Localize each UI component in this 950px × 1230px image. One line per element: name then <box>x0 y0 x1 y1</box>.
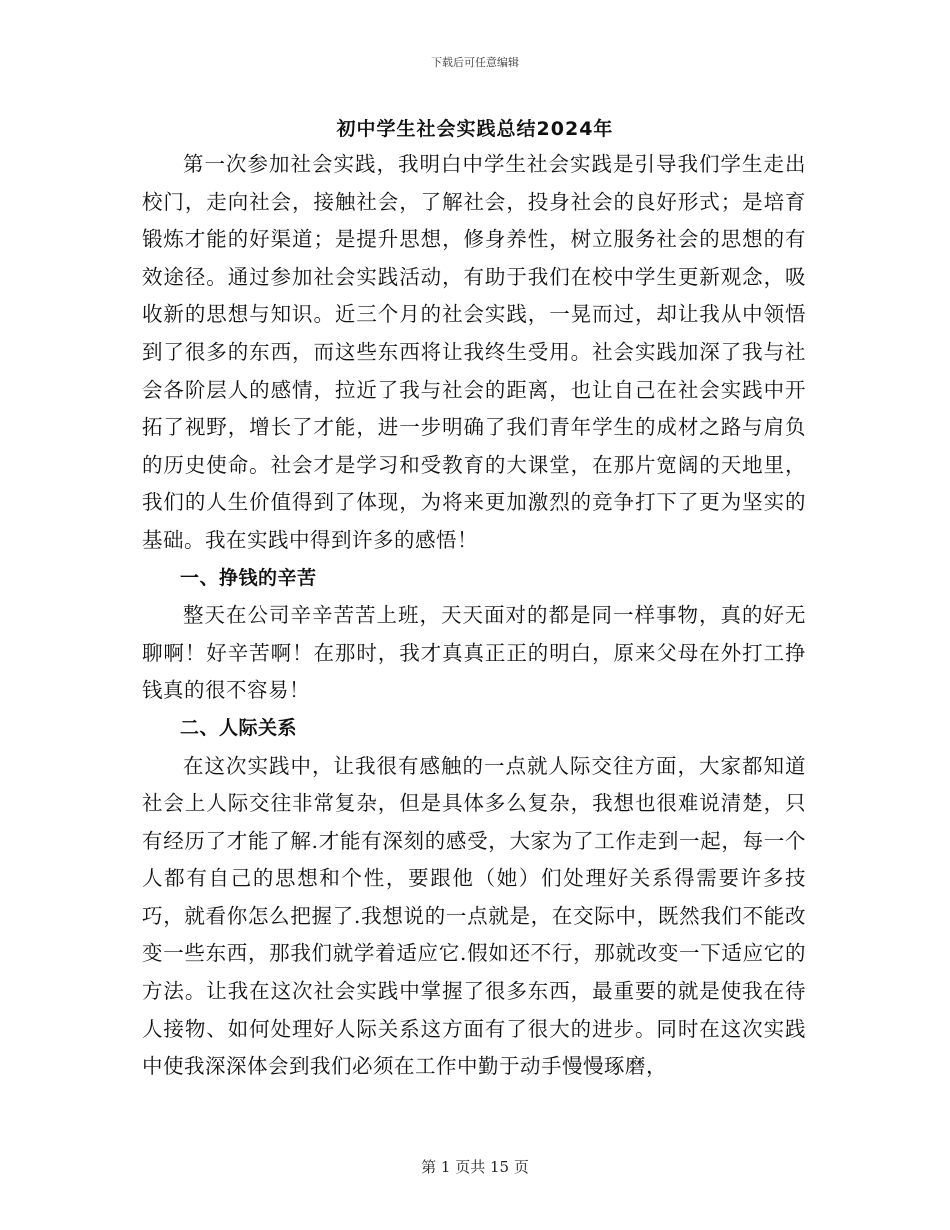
header-note: 下载后可任意编辑 <box>431 56 519 69</box>
section-heading-relationships: 二、人际关系 <box>180 716 298 739</box>
section-paragraph-relationships: 在这次实践中，让我很有感触的一点就人际交往方面，大家都知道社会上人际交往非常复杂，但是具体多么复杂，我想也很难说清楚，只有经历了才能了解.才能有深刻的感受，大家为了工作走到一起，每一个人都有自己的思想和个性，要跟他（她）们处理好关系得需要许多技巧，就看你怎么把握了.我想说的一点就是，在交际中，既然我们不能改变一些东西，那我们就学着适应它.假如还不行，那就改变一下适应它的方法。让我在这次社会实践中掌握了很多东西，最重要的就是使我在待人接物、如何处理好人际关系这方面有了很大的进步。同时在这次实践中使我深深体会到我们必须在工作中勤于动手慢慢琢磨， <box>142 753 806 1079</box>
section-paragraph-earning: 整天在公司辛辛苦苦上班，天天面对的都是同一样事物，真的好无聊啊！好辛苦啊！在那时，我才真真正正的明白，原来父母在外打工挣钱真的很不容易！ <box>142 603 806 703</box>
section-heading-earning: 一、挣钱的辛苦 <box>180 566 317 589</box>
page-title: 初中学生社会实践总结2024年 <box>336 118 614 140</box>
intro-paragraph: 第一次参加社会实践，我明白中学生社会实践是引导我们学生走出校门，走向社会，接触社会，了解社会，投身社会的良好形式；是培育锻炼才能的好渠道；是提升思想，修身养性，树立服务社会的思想的有效途径。通过参加社会实践活动，有助于我们在校中学生更新观念，吸收新的思想与知识。近三个月的社会实践，一晃而过，却让我从中领悟到了很多的东西，而这些东西将让我终生受用。社会实践加深了我与社会各阶层人的感情，拉近了我与社会的距离，也让自己在社会实践中开拓了视野，增长了才能，进一步明确了我们青年学生的成材之路与肩负的历史使命。社会才是学习和受教育的大课堂，在那片宽阔的天地里，我们的人生价值得到了体现，为将来更加激烈的竞争打下了更为坚实的基础。我在实践中得到许多的感悟！ <box>142 152 806 552</box>
document-body <box>142 146 806 1086</box>
page-number-footer: 第 1 页共 15 页 <box>421 1158 529 1176</box>
